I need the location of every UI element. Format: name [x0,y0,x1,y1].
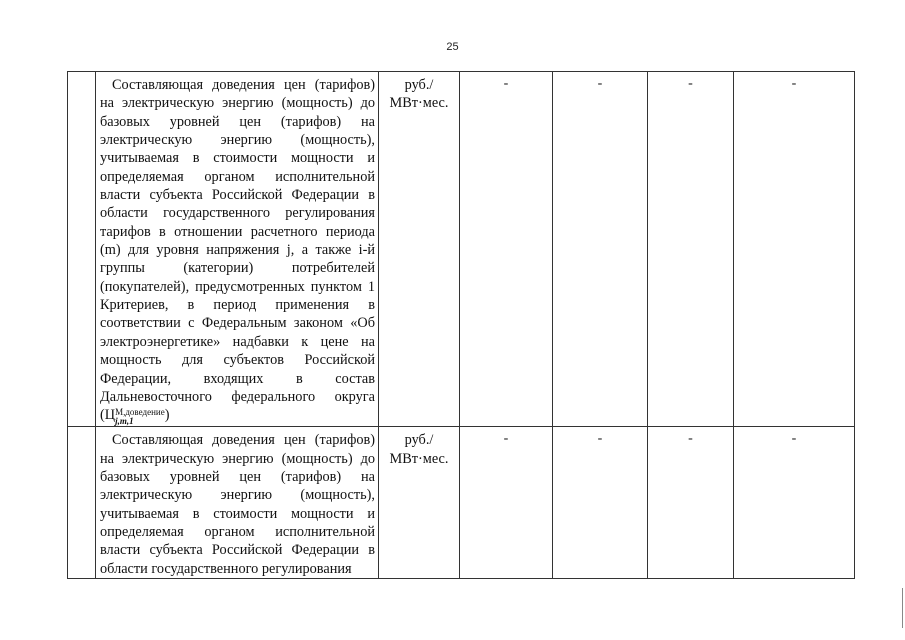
value-cell: - [460,427,553,579]
row-number-cell [68,72,96,427]
formula-subscript: j,m,1 [115,416,134,427]
unit-cell: руб./ МВт·мес. [379,72,460,427]
row-number-cell [68,427,96,579]
value-cell: - [553,427,648,579]
table-row [68,72,855,427]
description-cell: Составляющая доведения цен (тарифов) на электрическую энергию (мощность) до базовых уровней цен (тарифов) на электрическую энергию (мощность), учитываемая в стоимости мощности и определяемая органом исполнительной власти субъекта Российской Федерации в области государственного регулирования [96,427,379,579]
unit-cell: руб./ МВт·мес. [379,427,460,579]
value-cell: - [734,72,855,427]
value-cell: - [553,72,648,427]
table-row [68,427,855,579]
value-cell: - [648,427,734,579]
value-cell: - [460,72,553,427]
description-text: Составляющая доведения цен (тарифов) на электрическую энергию (мощность) до базовых уровней цен (тарифов) на электрическую энергию (мощность), учитываемая в стоимости мощности и определяемая органом исполнительной власти субъекта Российской Федерации в области государственного регулирования тарифов в отношении расчетного периода (m) для уровня напряжения j, а также i-й группы (категории) потребителей (покупателей), предусмотренных пунктом 1 Критериев, в период применения в соответствии с Федеральным законом «Об электроэнергетике» надбавки к цене на мощность для субъектов Российской Федерации, входящих в состав Дальневосточного федерального округа [100,77,375,405]
formula-label: (Ц М,доведение j,m,1 ) [100,407,170,427]
value-cell: - [734,427,855,579]
description-cell [96,72,379,427]
scan-edge-mark [902,588,903,628]
formula-superscript: М,доведение [115,407,165,418]
value-cell: - [648,72,734,427]
tariff-table [67,71,855,579]
page-number: 25 [446,41,459,53]
